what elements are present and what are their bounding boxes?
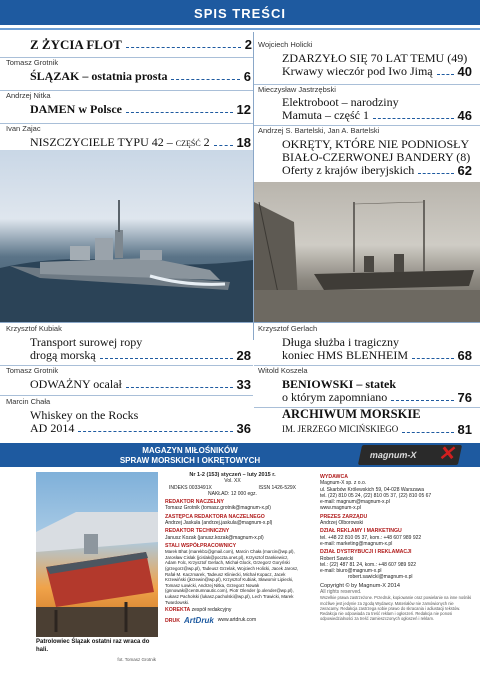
editor-chief-heading: REDAKTOR NACZELNY	[165, 499, 224, 506]
entry-page: 46	[457, 108, 472, 123]
masthead-title-1: MAGAZYN MIŁOŚNIKÓW	[142, 446, 238, 455]
toc-entry-elektroboot[interactable]	[254, 85, 480, 126]
entry-title-line2: o którym zapomniano	[282, 390, 388, 404]
leader-dashes	[171, 79, 239, 80]
logo-text: magnum-X	[368, 450, 418, 460]
entry-page: 62	[457, 163, 472, 178]
toc-entry-iwo-jima[interactable]	[254, 40, 480, 85]
entry-page: 33	[236, 377, 251, 392]
entry-title-line1: Transport surowej ropy	[30, 335, 143, 349]
entry-page: 12	[236, 102, 251, 117]
cover-photo-slazak	[36, 472, 158, 637]
entry-title: ODWAŻNY ocalał	[30, 377, 122, 391]
entry-title: Z ŻYCIA FLOT	[30, 37, 122, 52]
entry-author: Tomasz Grotnik	[6, 366, 59, 375]
entry-title-line2: AD 2014	[30, 421, 75, 435]
entry-title-line2: Mamuta – część 1	[282, 108, 369, 122]
publisher-address: ul. Skarbów Królewskich 59, 04-028 Warszawa	[320, 486, 425, 493]
entry-title: NISZCZYCIELE TYPU 42 – część 2	[30, 135, 210, 149]
printer-logo: ArtDruk	[184, 615, 214, 625]
masthead-band	[0, 443, 480, 467]
print-run: NAKŁAD: 12 000 egz.	[208, 490, 257, 497]
publisher-heading: WYDAWCA	[320, 474, 348, 480]
copyright: Copyright © by Magnum-X 2014	[320, 582, 400, 589]
publisher-phone: tel. (22) 810 05 24, (22) 810 05 37, (22) 810 05 67	[320, 492, 432, 499]
advertising-phone: tel. +48 22 810 05 37, kom.: +48 607 989 922	[320, 534, 422, 541]
entry-kicker-line2: BIAŁO-CZERWONEJ BANDERY (8)	[282, 150, 471, 164]
cruiser-illustration	[254, 182, 480, 322]
leader-dashes	[418, 173, 453, 174]
leader-dashes	[126, 112, 233, 113]
destroyer-illustration	[0, 150, 253, 322]
leader-dashes	[78, 431, 232, 432]
president-heading: PREZES ZARZĄDU	[320, 513, 368, 520]
entry-title-line2: koniec HMS BLENHEIM	[282, 348, 408, 362]
advertising-email[interactable]: e-mail: marketing@magnum-x.pl	[320, 540, 393, 547]
issn-number: ISSN 1426-529X	[258, 484, 296, 491]
entry-page: 36	[236, 421, 251, 436]
entry-page: 18	[236, 135, 251, 150]
entry-title: Oferty z krajów iberyjskich	[282, 163, 415, 177]
masthead-right-column	[320, 472, 472, 621]
publisher-name: Magnum-X sp. z o.o.	[320, 480, 367, 487]
toc-entry-z-zycia-flot[interactable]	[30, 38, 252, 56]
toc-entry-beniowski[interactable]	[254, 366, 480, 408]
entry-author: Witold Koszela	[258, 366, 308, 375]
leader-dashes	[412, 358, 454, 359]
issue-number: Nr 1-2 (153) styczeń – luty 2015 r.	[189, 472, 276, 478]
index-number: INDEKS 0033491X	[169, 484, 212, 491]
distribution-email[interactable]: e-mail: biuro@magnum-x.pl	[320, 568, 382, 575]
entry-title-line1: Elektroboot – narodziny	[282, 95, 399, 109]
toc-entry-damen[interactable]	[0, 91, 253, 124]
entry-title-line2: drogą morską	[30, 348, 96, 362]
toc-entry-transport-ropy[interactable]	[0, 324, 253, 366]
toc-entry-odwazny[interactable]	[0, 366, 253, 396]
entry-author: Andrzej Nitka	[6, 91, 51, 100]
leader-dashes	[437, 74, 454, 75]
entry-author: Wojciech Holicki	[258, 40, 313, 49]
contents-title: SPIS TREŚCI	[194, 6, 286, 21]
entry-title-line1: BENIOWSKI – statek	[282, 377, 397, 391]
legal-disclaimer: Wszelkie prawa zastrzeżone. Przedruk, kopiowanie oraz powielanie na inne nośniki możliwe jest jedynie za zgodą Wydawcy. Materiałów nie zamówionych nie zwracamy. Redakcja zastrzega sobie prawo do skracania i adiustacji tekstów. Redakcja nie odpowiada za treść reklam i ogłoszeń. Redakcja nie ponosi odpowiedzialności za treść zamieszczonych ogłoszeń i reklam.	[320, 595, 472, 622]
leader-dashes	[100, 358, 233, 359]
entry-author: Ivan Zajac	[6, 124, 41, 133]
entry-page: 28	[236, 348, 251, 363]
leader-dashes	[373, 118, 454, 119]
cover-caption: Patrolowiec Ślązak ostatni raz wraca do hali.	[36, 639, 150, 653]
deputy-editor: Andrzej Jaskuła (andrzej.jaskula@magnum-x.pl)	[165, 520, 273, 527]
publisher-email[interactable]: e-mail: magnum@magnum-x.pl	[320, 499, 390, 506]
president-name: Andrzej Olborowski	[320, 520, 364, 527]
leader-dashes	[126, 47, 241, 48]
printer-url: www.artdruk.com	[217, 616, 257, 623]
ship-hall-illustration	[36, 472, 158, 637]
entry-title: DAMEN w Polsce	[30, 102, 122, 116]
entry-title: ŚLĄZAK – ostatnia prosta	[30, 69, 168, 83]
collaborators-list: Marek Bhat (marekb1@gmail.com), Marcin Chała (marcin@wp.pl), Jarosław Cislak (jcislak@poczta.onet.pl), Krzysztof Dankiewicz, Adam Folc, Krzysztof Gerlach, Michał Glock, Grzegorz Goryński (grzegorz@wp.pl), Tadeusz Grzelak, Wojciech Holicki, Jacek Jarosz, Rafał M. Kaczmarek, Tadeusz Kliniecki, Michał Kopacz, Jacek Krzewiński (jkrzewin@wp.pl), Krzysztof Kubiak, Sławomir Lipiecki, Tomasz Łowicki, Andrzej Nitka, Grzegorz Nowak (gnnowak@centrumnautic.com), Piotr Olender (p.olender@wp.pl), Łukasz Pacholski (lukasz.pacholski@wp.pl), Lech Trawicki, Marek Twardowski.	[165, 549, 299, 605]
contents-header	[0, 0, 480, 28]
entry-page: 81	[457, 422, 472, 437]
entry-author: Krzysztof Kubiak	[6, 324, 62, 333]
editor-chief: Tomasz Grotnik (tomasz.grotnik@magnum-x.pl)	[165, 505, 271, 512]
entry-author: Tomasz Grotnik	[6, 58, 59, 67]
rights-reserved: All rights reserved.	[320, 589, 362, 596]
toc-entry-niszczyciele[interactable]	[0, 124, 253, 152]
magnum-x-logo	[358, 445, 462, 465]
leader-dashes	[126, 387, 233, 388]
toc-entry-archiwum[interactable]	[254, 408, 480, 442]
entry-title-line1: Długa służba i tragiczny	[282, 335, 399, 349]
proofreading: zespół redakcyjny	[191, 607, 232, 614]
logo-x-mark: ✕	[437, 443, 459, 465]
entry-title-line1: Whiskey on the Rocks	[30, 408, 139, 422]
masthead-center-column	[165, 472, 300, 625]
technical-editor: Janusz Kozak (janusz.kozak@magnum-x.pl)	[165, 534, 264, 541]
entry-title: Krwawy wieczór pod Iwo Jimą	[282, 64, 433, 78]
photo-credit: fot. Tomasz Grotnik	[117, 657, 156, 662]
leader-dashes	[391, 400, 453, 401]
entry-page: 40	[457, 64, 472, 79]
entry-page: 6	[243, 69, 251, 84]
leader-dashes	[402, 432, 453, 433]
distribution-phone: tel.: (22) 487 81 24, kom.: +48 607 989 922	[320, 561, 417, 568]
publisher-website[interactable]: www.magnum-x.pl	[320, 505, 361, 512]
deputy-editor-heading: ZASTĘPCA REDAKTORA NACZELNEGO	[165, 513, 265, 520]
collaborators-heading: STALI WSPÓŁPRACOWNICY	[165, 542, 237, 549]
toc-entry-slazak[interactable]	[0, 58, 253, 91]
distribution-heading: DZIAŁ DYSTRYBUCJI I REKLAMACJI	[320, 549, 412, 556]
entry-kicker: ZDARZYŁO SIĘ 70 LAT TEMU (49)	[282, 51, 468, 65]
historic-cruiser-photo	[254, 182, 480, 322]
destroyer-photo	[0, 150, 253, 322]
print-heading: DRUK	[165, 617, 180, 624]
toc-entry-okrety[interactable]	[254, 126, 480, 182]
entry-author: Krzysztof Gerlach	[258, 324, 318, 333]
entry-title-line2: IM. JERZEGO MICIŃSKIEGO	[282, 424, 399, 434]
distribution-email-2[interactable]: robert.sawicki@magnum-x.pl	[348, 574, 413, 581]
proofreading-heading: KOREKTA	[165, 607, 191, 614]
entry-page: 68	[457, 348, 472, 363]
entry-page: 2	[244, 37, 252, 52]
distribution-name: Robert Sawicki	[320, 555, 354, 562]
entry-kicker-line1: OKRĘTY, KTÓRE NIE PODNIOSŁY	[282, 137, 470, 151]
volume: Vol. XX	[224, 478, 241, 485]
advertising-heading: DZIAŁ REKLAMY I MARKETINGU	[320, 528, 402, 535]
technical-editor-heading: REDAKTOR TECHNICZNY	[165, 528, 230, 535]
entry-page: 76	[457, 390, 472, 405]
masthead-title-2: SPRAW MORSKICH I OKRĘTOWYCH	[119, 456, 261, 465]
leader-dashes	[214, 145, 233, 146]
entry-author: Andrzej S. Bartelski, Jan A. Bartelski	[258, 126, 380, 135]
toc-entry-blenheim[interactable]	[254, 324, 480, 366]
entry-author: Mieczysław Jastrzębski	[258, 85, 336, 94]
entry-title-line1: ARCHIWUM MORSKIE	[282, 407, 421, 421]
section-rule	[0, 322, 480, 323]
entry-author: Marcin Chała	[6, 397, 51, 406]
toc-entry-whiskey[interactable]	[0, 397, 253, 441]
